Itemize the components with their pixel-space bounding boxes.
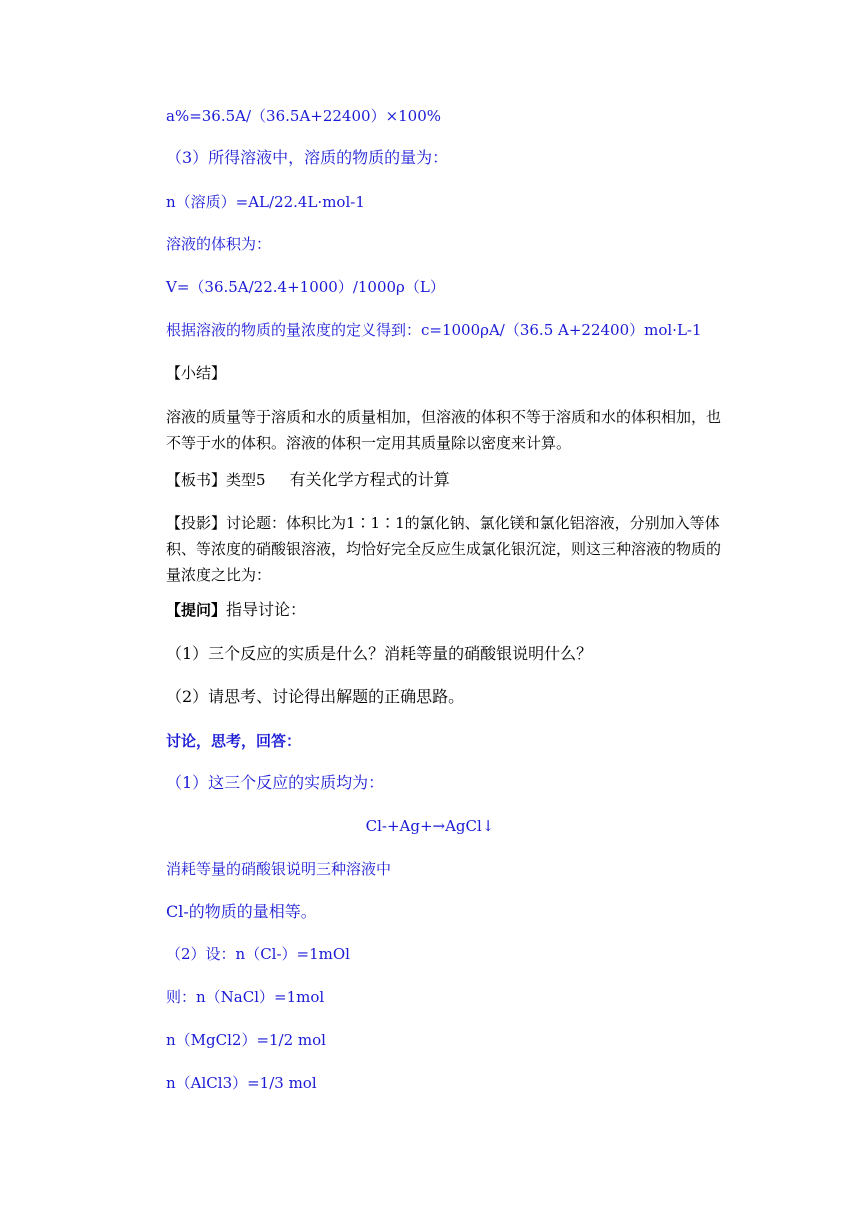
text-line: n（MgCl2）=1/2 mol xyxy=(166,1031,326,1049)
projection-text: 讨论题：体积比为1∶1∶1的氯化钠、氯化镁和氯化铝溶液，分别加入等体积、等浓度的硝酸银溶液，均恰好完全反应生成氯化银沉淀，则这三种溶液的物质的量浓度之比为： xyxy=(166,514,722,584)
text-line: n（溶质）=AL/22.4L·mol-1 xyxy=(166,193,365,211)
text-line: （2）设：n（Cl-）=1mOl xyxy=(166,945,350,963)
board-title: 有关化学方程式的计算 xyxy=(289,470,450,489)
text-line: 则：n（NaCl）=1mol xyxy=(166,988,325,1006)
text-line: n（AlCl3）=1/3 mol xyxy=(166,1074,317,1092)
board-heading xyxy=(166,470,450,490)
projection-tag: 【投影】 xyxy=(166,514,227,532)
question-line xyxy=(166,600,306,620)
text-line: （2）请思考、讨论得出解题的正确思路。 xyxy=(166,687,465,706)
text-line: a%=36.5A/（36.5A+22400）×100% xyxy=(166,107,442,125)
question-tag: 【提问】 xyxy=(166,601,227,619)
text-line: 根据溶液的物质的量浓度的定义得到：c=1000ρA/（36.5 A+22400）mol·L-1 xyxy=(166,321,702,339)
text-line: （1）这三个反应的实质均为： xyxy=(166,773,385,792)
board-tag: 【板书】 xyxy=(166,471,227,489)
summary-text: 溶液的质量等于溶质和水的质量相加，但溶液的体积不等于溶质和水的体积相加，也不等于水的体积。溶液的体积一定用其质量除以密度来计算。 xyxy=(166,408,722,452)
text-line: （3）所得溶液中，溶质的物质的量为： xyxy=(166,148,449,167)
text-line: 溶液的体积为： xyxy=(166,235,272,253)
question-text: 指导讨论： xyxy=(226,600,307,619)
board-type: 类型5 xyxy=(226,471,266,489)
projection-paragraph xyxy=(166,510,734,588)
text-line: 消耗等量的硝酸银说明三种溶液中 xyxy=(166,860,392,878)
section-heading: 【小结】 xyxy=(166,364,227,382)
equation: Cl-+Ag+→AgCl↓ xyxy=(365,817,495,835)
text-line: 讨论，思考，回答： xyxy=(166,732,302,750)
summary-paragraph xyxy=(166,404,734,456)
text-line: V=（36.5A/22.4+1000）/1000ρ（L） xyxy=(166,278,445,296)
text-line: （1）三个反应的实质是什么？消耗等量的硝酸银说明什么？ xyxy=(166,644,593,663)
text-line: Cl-的物质的量相等。 xyxy=(166,902,317,921)
